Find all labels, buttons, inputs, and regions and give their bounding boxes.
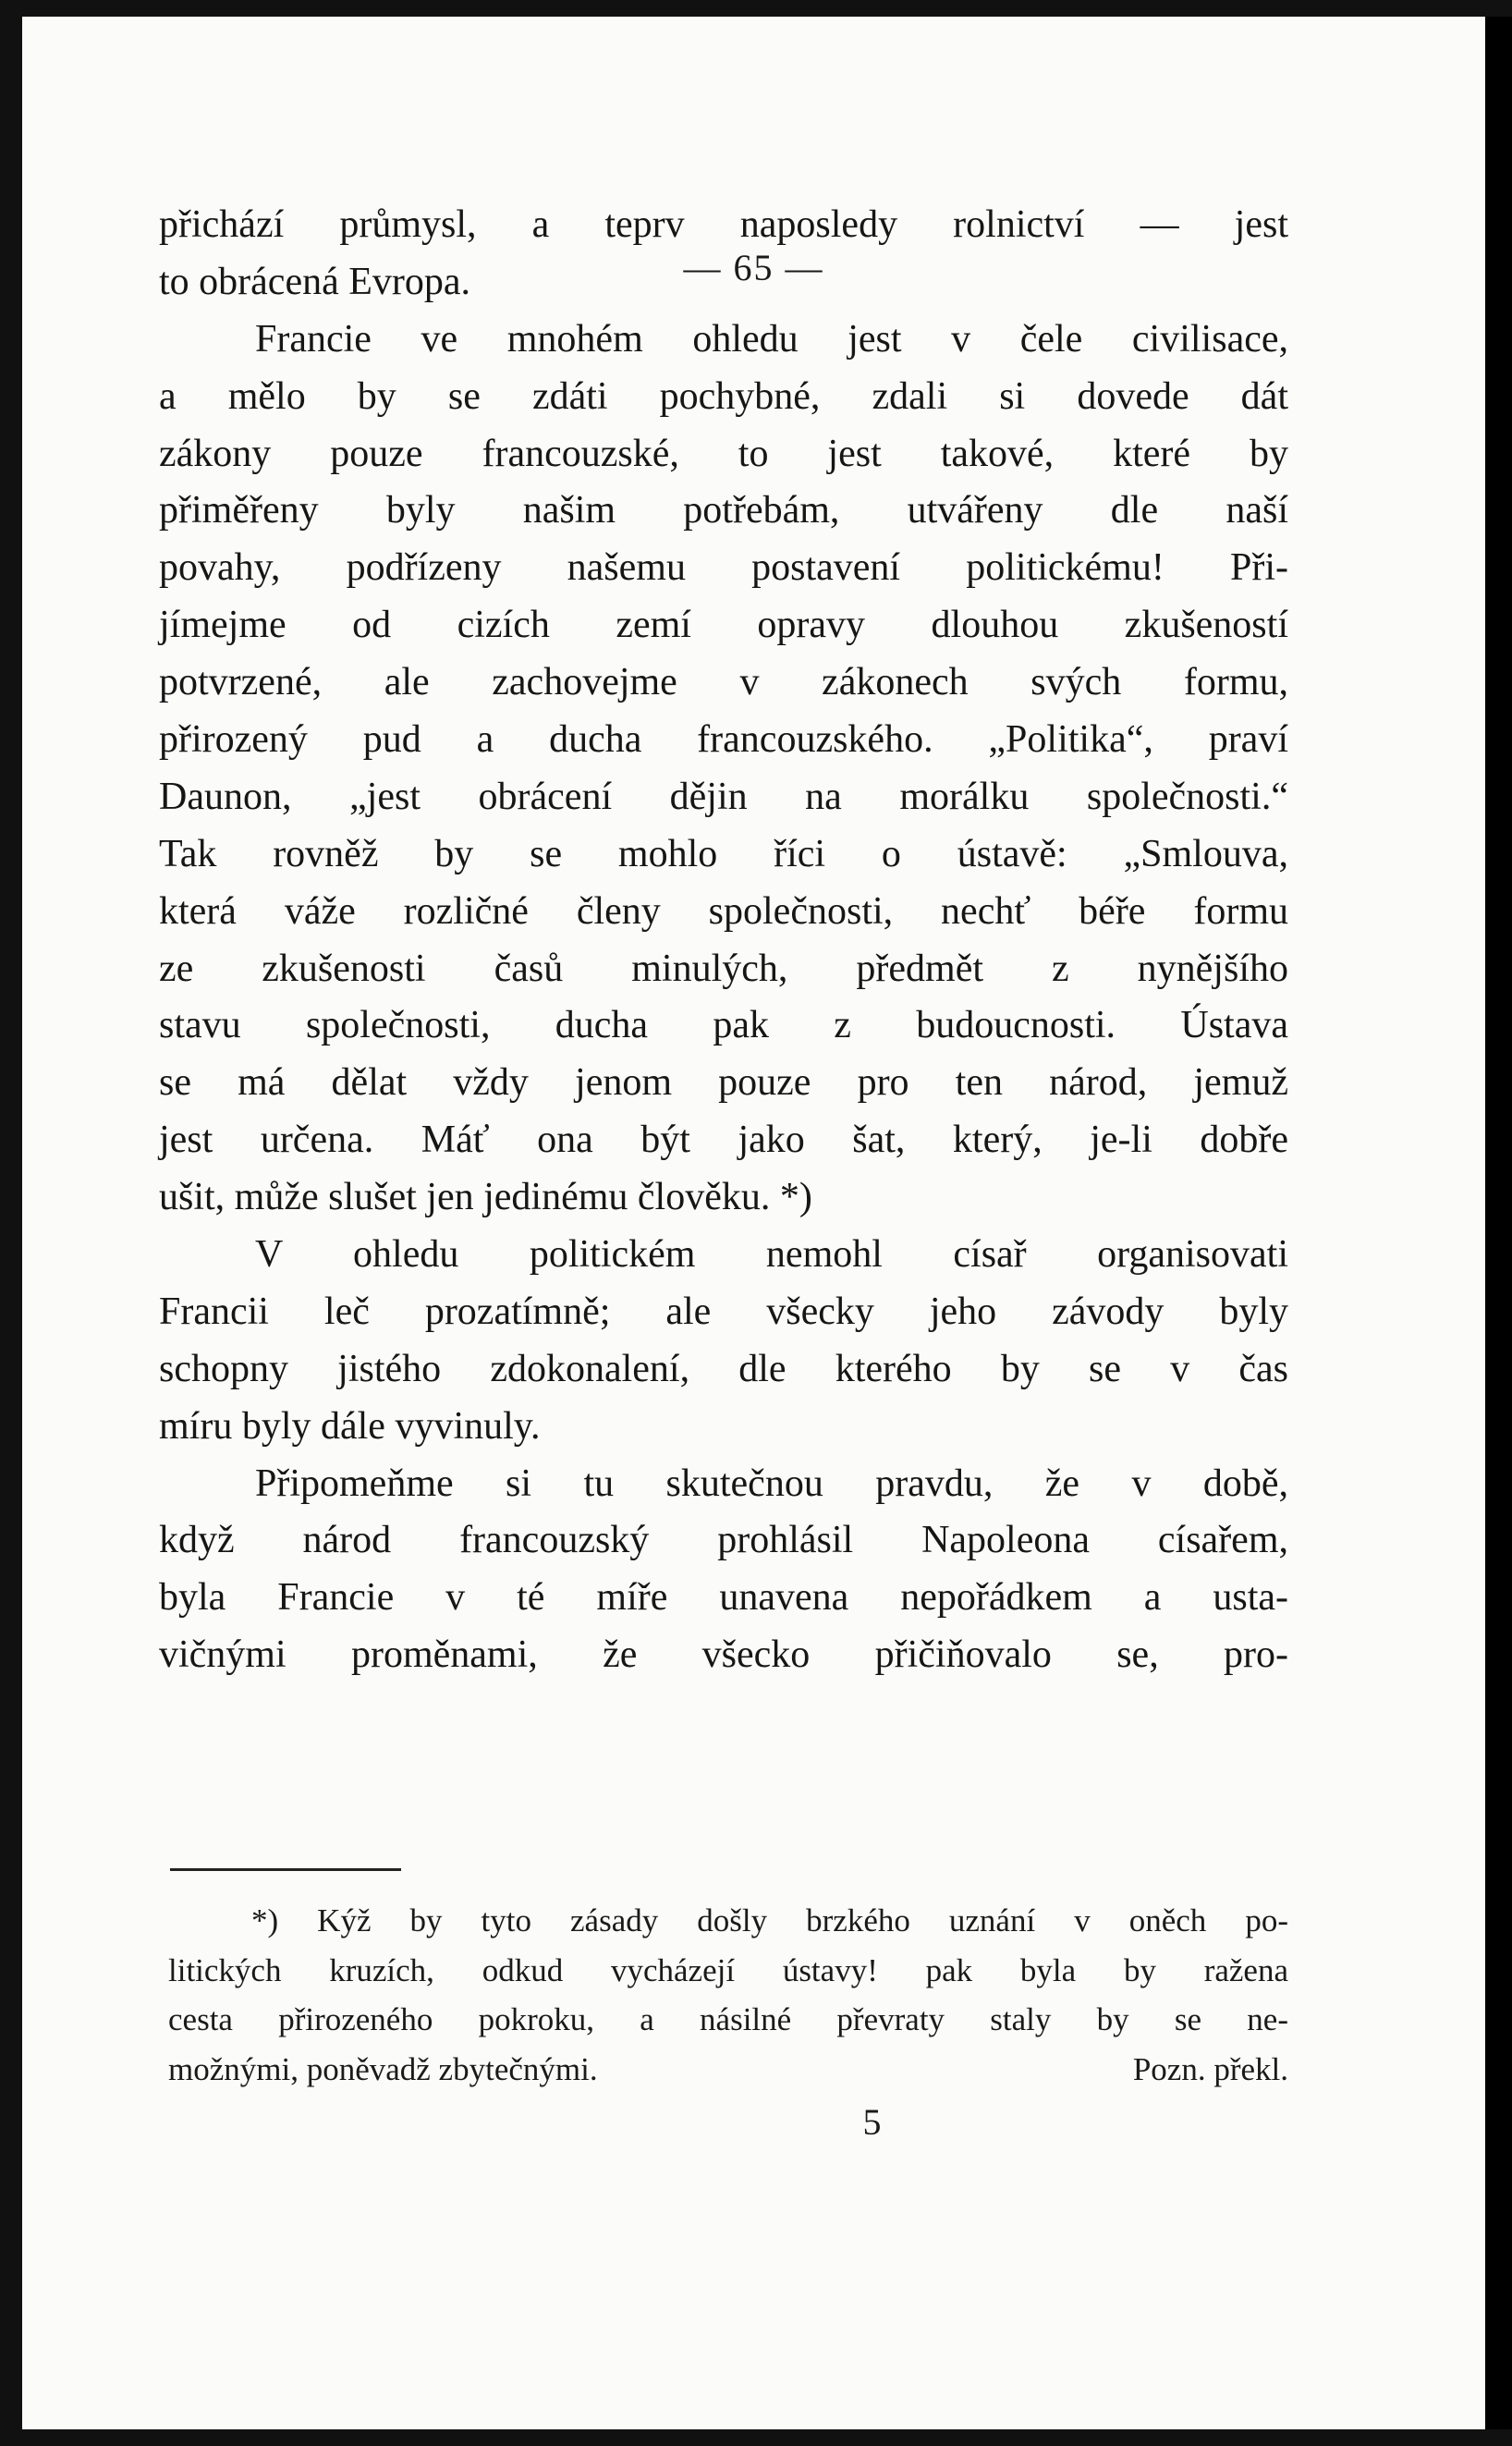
text-line: vičnými proměnami, že všecko přičiňovalo se, pro- (159, 1633, 1288, 1677)
main-text (159, 197, 1288, 1684)
text-line: když národ francouzský prohlásil Napoleona císařem, (159, 1519, 1288, 1562)
text-line: V ohledu politickém nemohl císař organisovati (255, 1233, 1288, 1277)
signature-number: 5 (862, 2101, 882, 2143)
text-line: zákony pouze francouzské, to jest takové, které by (159, 432, 1288, 475)
translator-note: Pozn. překl. (1132, 2050, 1288, 2087)
page-sheet (22, 17, 1485, 2429)
text-line: jest určena. Máť ona být jako šat, který, je-li dobře (159, 1119, 1288, 1162)
text-line: Tak rovněž by se mohlo říci o ústavě: „Smlouva, (159, 832, 1288, 875)
text-line: a mělo by se zdáti pochybné, zdali si dovede dát (159, 374, 1288, 418)
footnote-last-text: možnými, poněvadž zbytečnými. (168, 2050, 598, 2087)
text-line: potvrzené, ale zachovejme v zákonech svých formu, (159, 661, 1288, 704)
text-line: přiměřeny byly našim potřebám, utvářeny dle naší (159, 489, 1288, 532)
text-line: povahy, podřízeny našemu postavení politickému! Při- (159, 546, 1288, 590)
footnote-line: cesta přirozeného pokroku, a násilné převraty staly by se ne- (168, 2001, 1288, 2038)
text-line: Francii leč prozatímně; ale všecky jeho závody byly (159, 1290, 1288, 1333)
scan-border-top (0, 0, 1512, 17)
text-line: Francie ve mnohém ohledu jest v čele civilisace, (255, 317, 1288, 361)
text-line: jímejme od cizích zemí opravy dlouhou zkušeností (159, 604, 1288, 647)
text-line: se má dělat vždy jenom pouze pro ten národ, jemuž (159, 1061, 1288, 1105)
text-line: přirozený pud a ducha francouzského. „Politika“, praví (159, 718, 1288, 762)
text-line: schopny jistého zdokonalení, dle kterého by se v čas (159, 1347, 1288, 1390)
footnote-line (168, 2045, 1288, 2095)
scan-border-left (0, 0, 22, 2446)
text-line: která váže rozličné členy společnosti, nechť béře formu (159, 889, 1288, 933)
signature-mark (22, 2100, 1485, 2144)
footnote-separator-rule (170, 1868, 401, 1871)
footnote-line: *) Kýž by tyto zásady došly brzkého uznání v oněch po- (251, 1902, 1288, 1938)
page-number-header: — 65 — (683, 247, 824, 288)
footnote (168, 1896, 1288, 2094)
text-line: míru byly dále vyvinuly. (159, 1404, 541, 1448)
text-line: Připomeňme si tu skutečnou pravdu, že v době, (255, 1461, 1288, 1505)
text-line: to obrácená Evropa. (159, 260, 471, 303)
text-line: ušit, může slušet jen jedinému člověku. *) (159, 1176, 812, 1219)
text-line: stavu společnosti, ducha pak z budoucnosti. Ústava (159, 1004, 1288, 1047)
text-line: ze zkušenosti časů minulých, předmět z nynějšího (159, 947, 1288, 990)
scan-border-bottom (0, 2429, 1512, 2446)
text-line: přichází průmysl, a teprv naposledy rolnictví — jest (159, 203, 1288, 246)
text-line: Daunon, „jest obrácení dějin na morálku společnosti.“ (159, 775, 1288, 818)
text-line: byla Francie v té míře unavena nepořádkem a usta- (159, 1576, 1288, 1620)
footnote-line: litických kruzích, odkud vycházejí ústavy! pak byla by ražena (168, 1951, 1288, 1988)
